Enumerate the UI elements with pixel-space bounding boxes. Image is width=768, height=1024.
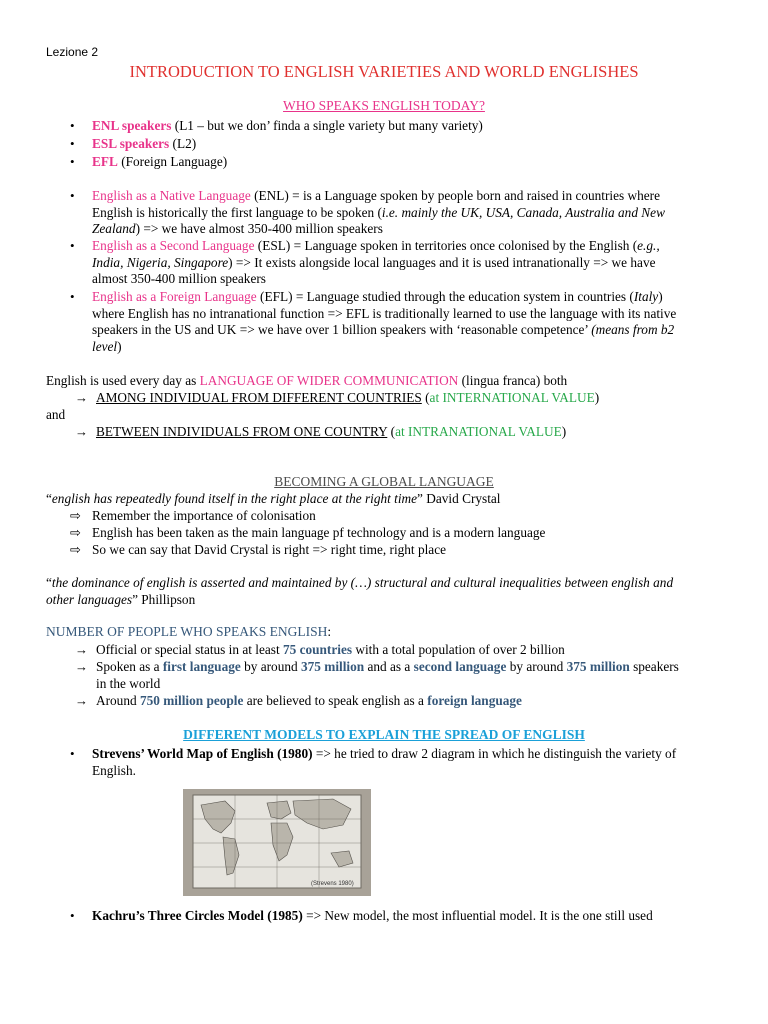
bullet: • [70, 238, 75, 253]
strevens-model: Strevens’ World Map of English (1980) => he tried to draw 2 diagram in which he distinguish the variety of English. [92, 746, 677, 778]
bullet: • [70, 289, 75, 304]
section-heading-models: DIFFERENT MODELS TO EXPLAIN THE SPREAD OF ENGLISH [183, 727, 585, 742]
list-item: Official or special status in at least 75 countries with a total population of over 2 billion [96, 642, 565, 657]
definition-esl: English as a Second Language (ESL) = Language spoken in territories once colonised by the English (e.g., India, Nigeria, Singapore) => It exists alongside local languages and it is used intranationally => we have almost 350-400 million speakers [92, 238, 660, 286]
world-map-illustration [183, 789, 371, 896]
page-title: INTRODUCTION TO ENGLISH VARIETIES AND WORLD ENGLISHES [129, 62, 639, 81]
definition-efl: English as a Foreign Language (EFL) = Language studied through the education system in countries (Italy) where English has no intranational function => EFL is traditionally learned to use the language with its native speakers in the US and UK => we have over 1 billion speakers with ‘reasonable competence’ (means from b2 level) [92, 289, 677, 354]
hollow-arrow-icon: ⇨ [70, 508, 81, 523]
connector-text: and [46, 407, 66, 422]
section-heading-number: NUMBER OF PEOPLE WHO SPEAKS ENGLISH: [46, 624, 332, 639]
crystal-quote: “english has repeatedly found itself in the right place at the right time” David Crystal [46, 491, 501, 506]
list-item: Around 750 million people are believed to speak english as a foreign language [96, 693, 522, 708]
list-item: AMONG INDIVIDUAL FROM DIFFERENT COUNTRIES (at INTERNATIONAL VALUE) [96, 390, 600, 405]
list-item: EFL (Foreign Language) [92, 154, 228, 169]
map-caption: (Strevens 1980) [311, 881, 354, 887]
world-map-image [183, 789, 371, 896]
bullet: • [70, 154, 75, 169]
bullet: • [70, 188, 75, 203]
bullet: • [70, 746, 75, 761]
wider-communication-intro: English is used every day as LANGUAGE OF WIDER COMMUNICATION (lingua franca) both [46, 373, 568, 388]
arrow-icon: → [75, 659, 88, 674]
lesson-label: Lezione 2 [46, 45, 99, 59]
arrow-icon: → [75, 390, 88, 405]
list-item: ENL speakers (L1 – but we don’ finda a single variety but many variety) [92, 118, 483, 133]
list-item: Spoken as a first language by around 375 million and as a second language by around 375 million speakers in the world [96, 659, 679, 691]
definition-enl: English as a Native Language (ENL) = is a Language spoken by people born and raised in countries where English is historically the first language to be spoken (i.e. mainly the UK, USA, Canada, Australia and New Zealand) => we have almost 350-400 million speakers [92, 188, 665, 236]
list-item: Remember the importance of colonisation [92, 508, 316, 523]
arrow-icon: → [75, 693, 88, 708]
list-item: So we can say that David Crystal is right => right time, right place [92, 542, 446, 557]
bullet: • [70, 118, 75, 133]
kachru-model: Kachru’s Three Circles Model (1985) => New model, the most influential model. It is the one still used [92, 908, 653, 923]
phillipson-quote: “the dominance of english is asserted and maintained by (…) structural and cultural inequalities between english and other languages” Phillipson [46, 575, 674, 607]
section-heading-who-speaks: WHO SPEAKS ENGLISH TODAY? [283, 98, 485, 113]
hollow-arrow-icon: ⇨ [70, 542, 81, 557]
hollow-arrow-icon: ⇨ [70, 525, 81, 540]
list-item: BETWEEN INDIVIDUALS FROM ONE COUNTRY (at INTRANATIONAL VALUE) [96, 424, 567, 439]
list-item: ESL speakers (L2) [92, 136, 197, 151]
arrow-icon: → [75, 642, 88, 657]
list-item: English has been taken as the main language pf technology and is a modern language [92, 525, 546, 540]
bullet: • [70, 136, 75, 151]
bullet: • [70, 908, 75, 923]
arrow-icon: → [75, 424, 88, 439]
section-heading-global: BECOMING A GLOBAL LANGUAGE [274, 474, 494, 489]
